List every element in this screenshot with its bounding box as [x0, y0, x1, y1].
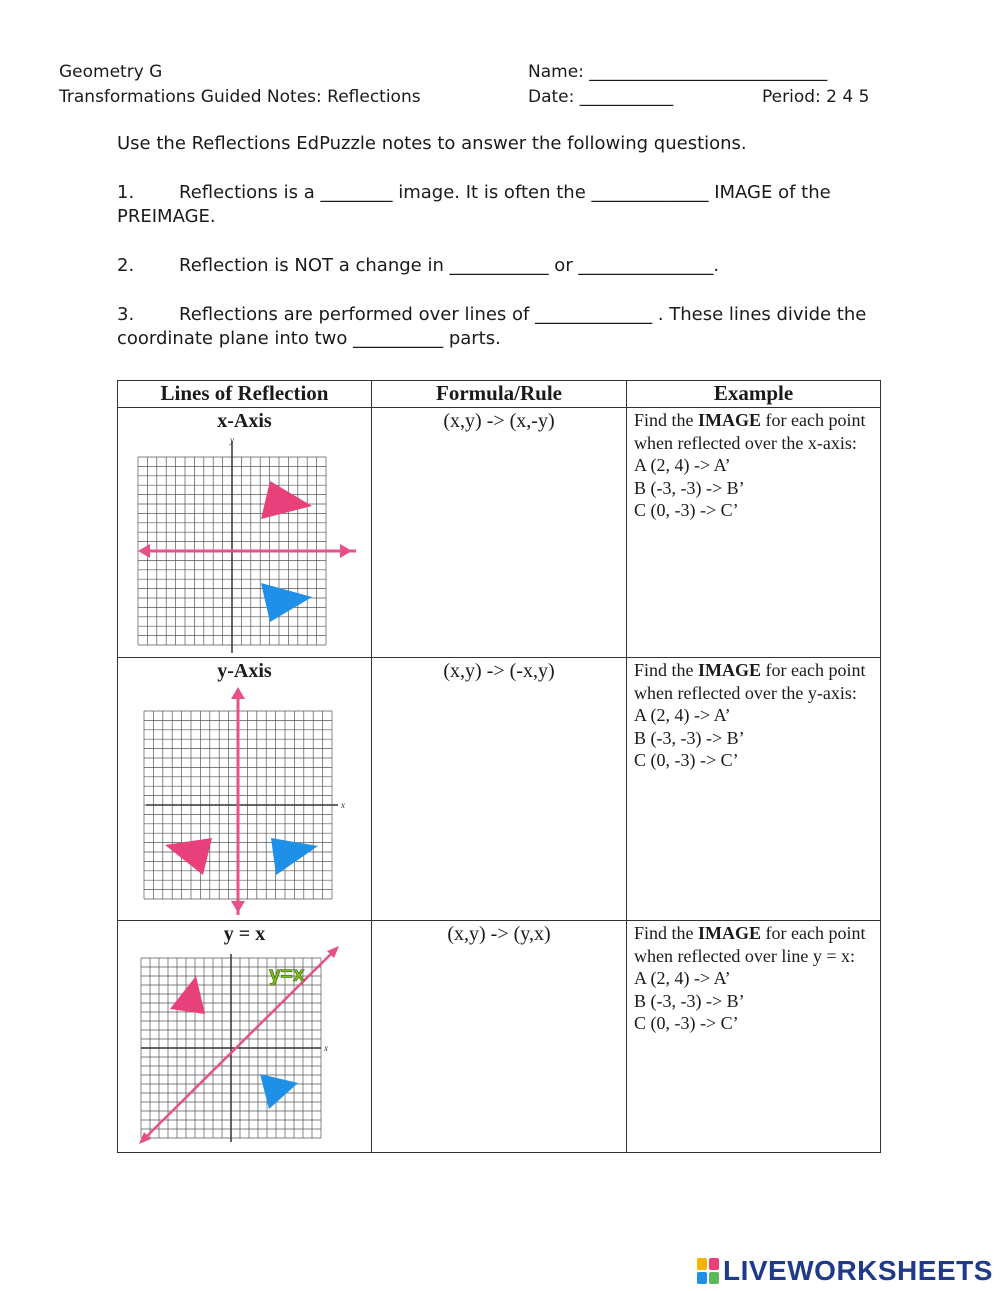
reflection-table [117, 380, 881, 1153]
table-header-row [118, 381, 881, 408]
rule-cell [372, 658, 627, 921]
line-cell [118, 408, 372, 658]
axis-arrow-right [340, 544, 352, 558]
axis-arrow-left [138, 544, 150, 558]
x-axis-graph [134, 433, 356, 653]
question-2[interactable] [117, 254, 719, 278]
line-cell [118, 921, 372, 1153]
rule-cell [372, 408, 627, 658]
question-text: Reflection is NOT a change in ___________ or _______________. [179, 255, 720, 276]
point-b[interactable]: B (-3, -3) -> B’ [634, 727, 745, 748]
logo-text: LIVEWORKSHEETS [723, 1255, 993, 1286]
point-a[interactable]: A (2, 4) -> A’ [634, 455, 731, 475]
example-emphasis: IMAGE [698, 410, 762, 430]
point-c[interactable]: C (0, -3) -> C’ [634, 500, 739, 520]
header-formula: Formula/Rule [372, 381, 627, 408]
axis-arrow-up [231, 687, 245, 699]
point-b[interactable]: B (-3, -3) -> B’ [634, 990, 745, 1011]
y-axis-graph [134, 683, 356, 915]
example-text [627, 921, 880, 1035]
table-row [118, 921, 881, 1153]
point-b[interactable]: B (-3, -3) -> B’ [634, 477, 745, 498]
question-text-cont: coordinate plane into two __________ parts. [117, 328, 501, 349]
example-text [627, 408, 880, 522]
question-number: 2. [117, 255, 135, 276]
header-lines: Lines of Reflection [118, 381, 372, 408]
x-axis-label: x [340, 800, 345, 810]
example-text [627, 658, 880, 772]
course-title: Geometry G [59, 62, 163, 82]
example-intro: Find the [634, 410, 699, 430]
line-title: x-Axis [217, 410, 272, 432]
example-instruction: for each point when reflected over the y-axis: [634, 660, 866, 703]
example-emphasis: IMAGE [698, 923, 762, 943]
logo-icon [697, 1258, 719, 1284]
question-text: Reflections is a ________ image. It is often the _____________ IMAGE of the [179, 182, 831, 203]
x-axis-label: x [323, 1043, 328, 1053]
example-cell [627, 658, 881, 921]
example-emphasis: IMAGE [698, 660, 762, 680]
line-label: y=x [268, 963, 305, 986]
point-a[interactable]: A (2, 4) -> A’ [634, 968, 731, 988]
formula-rule: (x,y) -> (-x,y) [443, 660, 555, 682]
example-intro: Find the [634, 660, 699, 680]
instructions: Use the Reflections EdPuzzle notes to answer the following questions. [117, 133, 747, 154]
worksheet-subtitle: Transformations Guided Notes: Reflections [59, 87, 421, 107]
y-axis-label: y [229, 435, 234, 445]
period-field: Period: 2 4 5 [762, 87, 870, 107]
example-instruction: for each point when reflected over the x-axis: [634, 410, 866, 453]
example-intro: Find the [634, 923, 699, 943]
question-text-cont: PREIMAGE. [117, 206, 216, 227]
name-field[interactable]: Name: ____________________________ [528, 62, 828, 82]
line-cell [118, 658, 372, 921]
reflection-line [141, 948, 337, 1142]
line-title: y = x [223, 923, 266, 945]
preimage-triangle [170, 976, 205, 1014]
table-row [118, 408, 881, 658]
question-1[interactable] [117, 181, 831, 229]
formula-rule: (x,y) -> (x,-y) [443, 410, 555, 432]
example-instruction: for each point when reflected over line y = x: [634, 923, 866, 966]
question-text: Reflections are performed over lines of _____________ . These lines divide the [179, 304, 867, 325]
axis-arrow-down [231, 901, 245, 913]
image-triangle [260, 1074, 298, 1109]
question-number: 1. [117, 182, 135, 203]
example-cell [627, 408, 881, 658]
point-c[interactable]: C (0, -3) -> C’ [634, 1013, 739, 1033]
rule-cell [372, 921, 627, 1153]
question-number: 3. [117, 304, 135, 325]
question-3[interactable] [117, 303, 866, 351]
line-title: y-Axis [217, 660, 272, 682]
y-equals-x-graph [139, 946, 351, 1146]
point-c[interactable]: C (0, -3) -> C’ [634, 750, 739, 770]
formula-rule: (x,y) -> (y,x) [447, 923, 551, 945]
table-row [118, 658, 881, 921]
header-example: Example [627, 381, 881, 408]
date-field[interactable]: Date: ___________ [528, 87, 674, 107]
liveworksheets-logo [697, 1255, 993, 1287]
point-a[interactable]: A (2, 4) -> A’ [634, 705, 731, 725]
example-cell [627, 921, 881, 1153]
